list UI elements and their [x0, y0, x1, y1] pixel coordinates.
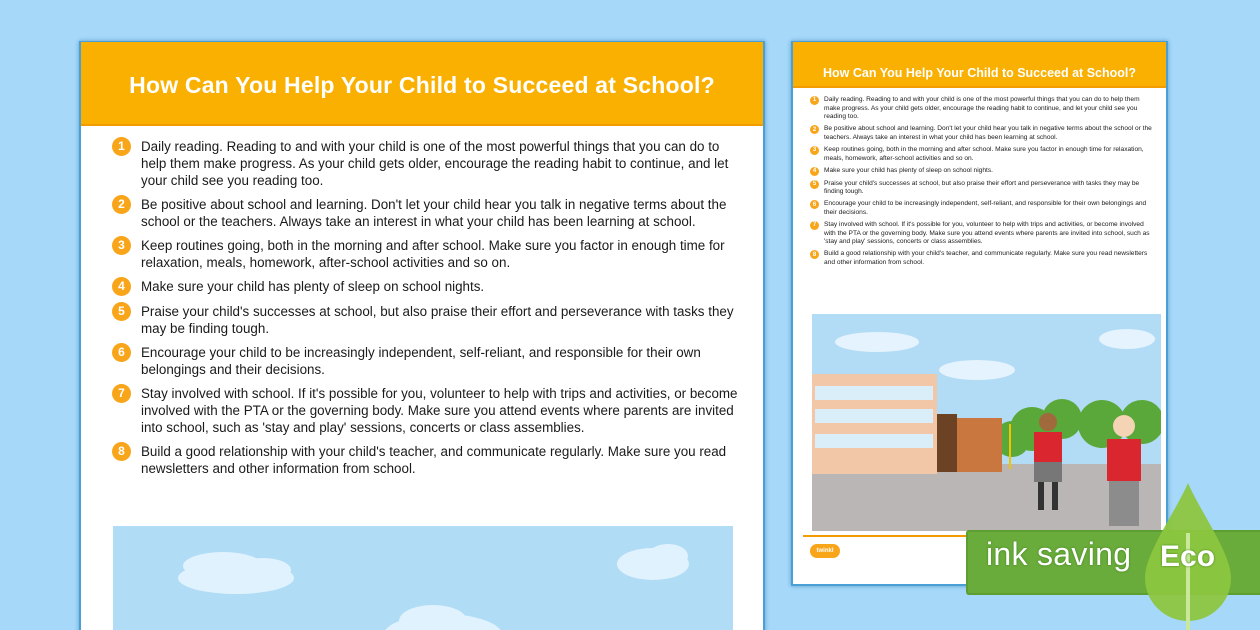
- tip-item: [810, 180, 1156, 197]
- tip-text: Stay involved with school. If it's possible for you, volunteer to help with trips and activities, or become involved with the PTA or the governing body. Make sure you attend events where parents are invited into school, such as 'stay and play' sessions, concerts or class assemblies.: [824, 221, 1150, 246]
- number-badge-icon: 2: [810, 125, 819, 134]
- eco-label: Eco: [1160, 540, 1216, 573]
- sky-illustration: [113, 526, 733, 630]
- tip-text: Praise your child's successes at school, but also praise their effort and perseverance with tasks they may be finding tough.: [141, 303, 734, 336]
- worksheet-title: How Can You Help Your Child to Succeed at School?: [81, 42, 763, 126]
- twinkl-logo: twinkl: [810, 544, 840, 558]
- tip-text: Daily reading. Reading to and with your child is one of the most powerful things that you can do to help them make progress. As your child gets older, encourage the reading habit to continue, and let your child see you reading too.: [824, 96, 1140, 121]
- worksheet-title-small: How Can You Help Your Child to Succeed at School?: [793, 42, 1166, 88]
- number-badge-icon: 5: [112, 302, 131, 321]
- number-badge-icon: 7: [112, 384, 131, 403]
- tip-item: [112, 138, 743, 190]
- tip-text: Be positive about school and learning. Don't let your child hear you talk in negative terms about the school or the teachers. Always take an interest in what your child has been learning at school.: [141, 197, 727, 230]
- number-badge-icon: 7: [810, 221, 819, 230]
- number-badge-icon: 8: [112, 442, 131, 461]
- worksheet-preview-small: [791, 41, 1168, 586]
- tip-text: Build a good relationship with your child's teacher, and communicate regularly. Make sure you read newsletters and other information from school.: [141, 444, 727, 477]
- tip-text: Be positive about school and learning. Don't let your child hear you talk in negative terms about the school or the teachers. Always take an interest in what your child has been learning at school.: [824, 125, 1152, 141]
- tip-item: [810, 167, 1156, 176]
- number-badge-icon: 3: [810, 146, 819, 155]
- school-scene-icon: [812, 314, 1161, 531]
- tips-list: [81, 126, 763, 477]
- number-badge-icon: 8: [810, 250, 819, 259]
- tip-text: Encourage your child to be increasingly independent, self-reliant, and responsible for their own belongings and their decisions.: [824, 200, 1147, 216]
- tip-item: [112, 237, 743, 271]
- number-badge-icon: 2: [112, 195, 131, 214]
- tips-list-small: [793, 88, 1166, 268]
- tip-text: Encourage your child to be increasingly independent, self-reliant, and responsible for their own belongings and their decisions.: [141, 344, 701, 377]
- tip-item: [810, 96, 1156, 122]
- tip-item: [112, 385, 743, 437]
- number-badge-icon: 1: [810, 96, 819, 105]
- tip-text: Stay involved with school. If it's possible for you, volunteer to help with trips and activities, or become involved with the PTA or the governing body. Make sure you attend events where parents are invited into school, such as 'stay and play' sessions, concerts or class assemblies.: [141, 385, 738, 436]
- tip-item: [112, 303, 743, 337]
- number-badge-icon: 4: [112, 277, 131, 296]
- worksheet-preview-large: [79, 41, 765, 630]
- number-badge-icon: 3: [112, 236, 131, 255]
- tip-text: Daily reading. Reading to and with your child is one of the most powerful things that you can do to help them make progress. As your child gets older, encourage the reading habit to continue, and let your child see you reading too.: [141, 139, 729, 189]
- tip-text: Keep routines going, both in the morning and after school. Make sure you factor in enough time for relaxation, meals, homework, after-school activities and so on.: [824, 146, 1144, 162]
- tip-item: [112, 278, 743, 296]
- tip-item: [810, 146, 1156, 163]
- number-badge-icon: 6: [112, 343, 131, 362]
- tip-item: [810, 200, 1156, 217]
- tip-text: Make sure your child has plenty of sleep on school nights.: [824, 166, 993, 174]
- number-badge-icon: 6: [810, 200, 819, 209]
- ink-saving-label: ink saving: [986, 536, 1132, 572]
- number-badge-icon: 4: [810, 167, 819, 176]
- tip-text: Make sure your child has plenty of sleep on school nights.: [141, 279, 485, 295]
- tip-item: [112, 196, 743, 230]
- tip-item: [810, 125, 1156, 142]
- tip-item: [112, 344, 743, 378]
- number-badge-icon: 5: [810, 180, 819, 189]
- tip-item: [810, 250, 1156, 267]
- tip-text: Keep routines going, both in the morning and after school. Make sure you factor in enough time for relaxation, meals, homework, after-school activities and so on.: [141, 238, 725, 271]
- number-badge-icon: 1: [112, 137, 131, 156]
- tip-item: [112, 443, 743, 477]
- tip-item: [810, 221, 1156, 247]
- tip-text: Praise your child's successes at school, but also praise their effort and perseverance with tasks they may be finding tough.: [824, 179, 1140, 196]
- clouds-icon: [113, 526, 733, 630]
- tip-text: Build a good relationship with your child's teacher, and communicate regularly. Make sure you read newsletters and other information from school.: [824, 250, 1148, 267]
- school-illustration: [812, 314, 1161, 531]
